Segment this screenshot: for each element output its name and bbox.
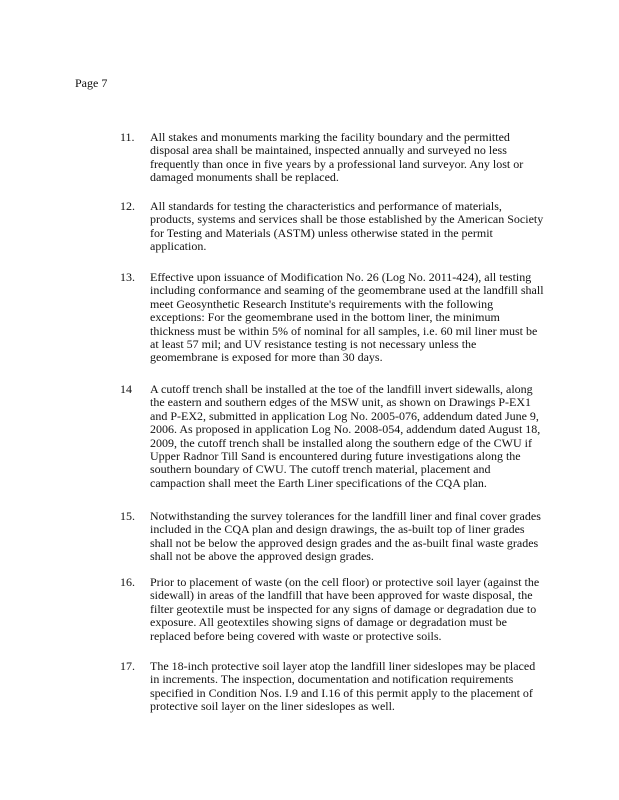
condition-number: 14 xyxy=(120,382,132,396)
text-line: included in the CQA plan and design drawings, the as-built top of liner grades xyxy=(150,522,525,537)
text-line: exposure. All geotextiles showing signs of damage or degradation must be xyxy=(150,615,507,630)
text-line: damaged monuments shall be replaced. xyxy=(150,170,339,185)
condition-text xyxy=(150,383,540,490)
page-label: Page 7 xyxy=(75,76,108,90)
condition-number: 11. xyxy=(120,130,135,144)
text-line: at least 57 mil; and UV resistance testing is not necessary unless the xyxy=(150,337,477,352)
condition-number: 13. xyxy=(120,270,135,284)
text-line: application. xyxy=(150,239,207,254)
text-line: All stakes and monuments marking the facility boundary and the permitted xyxy=(150,130,510,144)
text-line: The 18-inch protective soil layer atop the landfill liner sideslopes may be placed xyxy=(150,659,536,673)
condition-number: 15. xyxy=(120,509,135,523)
text-line: products, systems and services shall be those established by the American Society xyxy=(150,212,544,227)
text-line: exceptions: For the geomembrane used in the bottom liner, the minimum xyxy=(150,310,500,325)
condition-text xyxy=(150,510,541,564)
text-line: disposal area shall be maintained, inspected annually and surveyed no less xyxy=(150,143,507,158)
condition-text xyxy=(150,576,539,643)
text-line: All standards for testing the characteristics and performance of materials, xyxy=(150,199,502,213)
text-line: Effective upon issuance of Modification No. 26 (Log No. 2011-424), all testing xyxy=(150,270,532,284)
text-line: A cutoff trench shall be installed at the toe of the landfill invert sidewalls, along xyxy=(150,382,533,396)
text-line: for Testing and Materials (ASTM) unless otherwise stated in the permit xyxy=(150,225,493,240)
condition-text xyxy=(150,271,544,365)
text-line: 2006. As proposed in application Log No. 2008-054, addendum dated August 18, xyxy=(150,422,541,437)
text-line: sidewall) in areas of the landfill that have been approved for waste disposal, the xyxy=(150,588,533,603)
text-line: including conformance and seaming of the geomembrane used at the landfill shall xyxy=(150,283,544,298)
text-line: in increments. The inspection, documentation and notification requirements xyxy=(150,672,514,687)
condition-text xyxy=(150,200,543,254)
text-line: the eastern and southern edges of the MSW unit, as shown on Drawings P-EX1 xyxy=(150,395,532,410)
text-line: geomembrane is exposed for more than 30 days. xyxy=(150,350,383,365)
condition-number: 17. xyxy=(120,659,135,673)
text-line: replaced before being covered with waste or protective soils. xyxy=(150,628,442,643)
text-line: specified in Condition Nos. I.9 and I.16 of this permit apply to the placement of xyxy=(150,685,533,700)
text-line: protective soil layer on the liner sideslopes as well. xyxy=(150,699,395,714)
text-line: shall not be below the approved design grades and the as-built final waste grades xyxy=(150,535,539,550)
text-line: Notwithstanding the survey tolerances for the landfill liner and final cover grades xyxy=(150,509,541,523)
text-line: southern boundary of CWU. The cutoff trench material, placement and xyxy=(150,462,491,477)
text-line: 2009, the cutoff trench shall be installed along the southern edge of the CWU if xyxy=(150,435,533,450)
text-line: filter geotextile must be inspected for any signs of damage or degradation due to xyxy=(150,601,537,616)
condition-text xyxy=(150,660,535,714)
condition-text xyxy=(150,131,523,185)
text-line: and P-EX2, submitted in application Log No. 2005-076, addendum dated June 9, xyxy=(150,408,539,423)
condition-number: 12. xyxy=(120,199,135,213)
text-line: shall not be above the approved design grades. xyxy=(150,549,374,564)
text-line: campaction shall meet the Earth Liner specifications of the CQA plan. xyxy=(150,475,487,490)
condition-number: 16. xyxy=(120,575,135,589)
text-line: Upper Radnor Till Sand is encountered during future investigations along the xyxy=(150,449,521,464)
text-line: frequently than once in five years by a professional land surveyor. Any lost or xyxy=(150,156,524,171)
text-line: thickness must be within 5% of nominal for all samples, i.e. 60 mil liner must be xyxy=(150,323,538,338)
text-line: Prior to placement of waste (on the cell floor) or protective soil layer (against the xyxy=(150,575,540,589)
text-line: meet Geosynthetic Research Institute's requirements with the following xyxy=(150,296,494,311)
